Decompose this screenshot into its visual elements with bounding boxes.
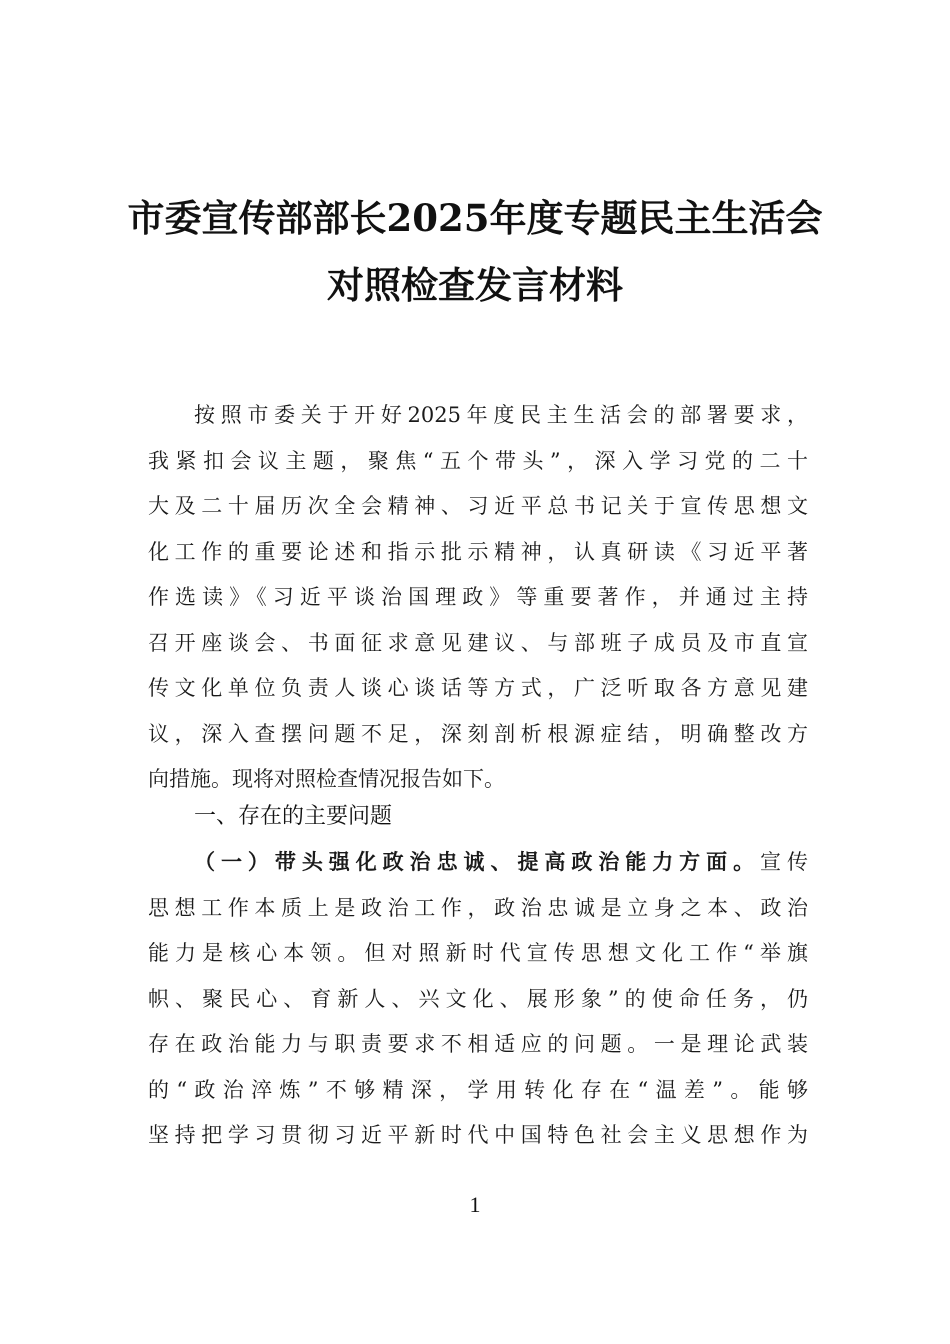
intro-line: 化工作的重要论述和指示批示精神，认真研读《习近平著	[148, 539, 808, 564]
subsection-line: 坚持把学习贯彻习近平新时代中国特色社会主义思想作为	[148, 1123, 808, 1147]
subsection-line: 存在政治能力与职责要求不相适应的问题。一是理论武装	[148, 1032, 808, 1056]
subsection-line: 能力是核心本领。但对照新时代宣传思想文化工作“举旗	[148, 941, 808, 965]
subsection-line: 帜、聚民心、育新人、兴文化、展形象”的使命任务，仍	[148, 986, 808, 1011]
intro-line: 作选读》《习近平谈治国理政》等重要著作，并通过主持	[148, 585, 808, 609]
subsection-line: 的“政治淬炼”不够精深，学用转化存在“温差”。能够	[148, 1077, 808, 1102]
subsection-paragraph	[148, 840, 808, 1159]
document-title-line-2: 对照检查发言材料	[327, 263, 623, 307]
intro-line: 按照市委关于开好2025年度民主生活会的部署要求，	[194, 403, 808, 427]
section-heading: 一、存在的主要问题	[194, 804, 393, 829]
intro-paragraph	[148, 393, 808, 803]
intro-line: 大及二十届历次全会精神、习近平总书记关于宣传思想文	[148, 494, 808, 518]
intro-line: 召开座谈会、书面征求意见建议、与部班子成员及市直宣	[148, 630, 808, 655]
subsection-first-line-rest: 宣传	[760, 850, 809, 874]
intro-line: 议，深入查摆问题不足，深刻剖析根源症结，明确整改方	[148, 721, 808, 746]
document-title-line-1: 市委宣传部部长2025年度专题民主生活会	[127, 196, 823, 240]
subsection-first-line	[148, 840, 808, 886]
intro-line: 我紧扣会议主题，聚焦“五个带头”，深入学习党的二十	[148, 448, 808, 473]
subsection-line: 思想工作本质上是政治工作，政治忠诚是立身之本、政治	[148, 895, 808, 920]
page-number: 1	[469, 1192, 481, 1217]
subsection-title: （一）带头强化政治忠诚、提高政治能力方面。	[194, 850, 761, 874]
intro-line: 向措施。现将对照检查情况报告如下。	[148, 767, 505, 791]
intro-line: 传文化单位负责人谈心谈话等方式，广泛听取各方意见建	[148, 676, 808, 700]
